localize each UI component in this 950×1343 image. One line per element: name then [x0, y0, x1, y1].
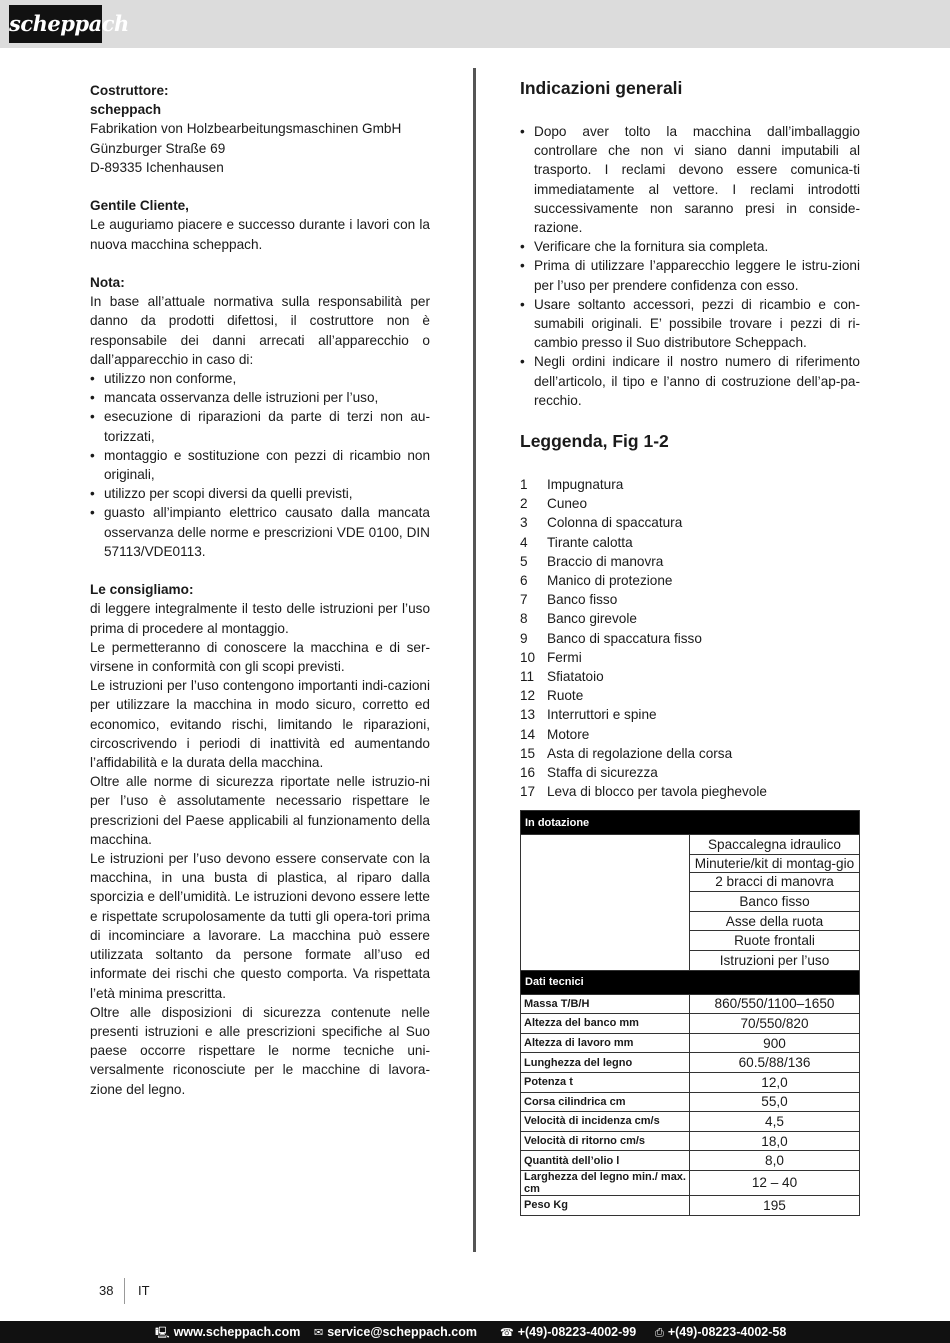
spec-label: Peso Kg — [521, 1195, 690, 1215]
spec-label: Altezza del banco mm — [521, 1014, 690, 1034]
spec-value: 70/550/820 — [690, 1014, 860, 1034]
greeting-text: Le auguriamo piacere e successo durante i lavori con la nuova macchina scheppach. — [90, 217, 430, 252]
legend-label: Banco fisso — [547, 592, 618, 608]
supplied-item: Spaccalegna idraulico — [690, 835, 860, 855]
footer-phone — [500, 1321, 636, 1343]
legend-label: Banco di spaccatura fisso — [547, 630, 702, 646]
legend-item — [520, 513, 860, 532]
legend-number: 6 — [520, 573, 528, 589]
note-list — [90, 369, 430, 561]
greeting-title: Gentile Cliente, — [90, 198, 189, 214]
table-row — [521, 1131, 860, 1151]
advice-paragraph: Oltre alle norme di sicurezza riportate nelle istruzio-ni per l’uso è assolutamente necessario rispettare le prescrizioni del Paese applicabili al funzionamento della macchina. — [90, 774, 430, 847]
page-number: 38 — [99, 1283, 114, 1298]
table-row — [521, 1092, 860, 1112]
spec-value: 12 – 40 — [690, 1170, 860, 1195]
legend-number: 8 — [520, 611, 528, 627]
spec-value: 900 — [690, 1033, 860, 1053]
supplied-item: Minuterie/kit di montag-gio — [690, 854, 860, 872]
advice-paragraph: di leggere integralmente il testo delle istruzioni per l’uso prima di procedere al montaggio. — [90, 601, 430, 636]
list-item: • utilizzo non conforme, — [90, 369, 430, 388]
legend-item — [520, 494, 860, 513]
legend-item — [520, 705, 860, 724]
legend-item — [520, 475, 860, 494]
legend-label: Motore — [547, 726, 590, 742]
spec-label: Quantità dell’olio l — [521, 1151, 690, 1171]
right-column — [520, 76, 860, 802]
footer-fax — [655, 1321, 786, 1343]
legend-title: Leggenda, Fig 1-2 — [520, 431, 669, 452]
spec-value: 4,5 — [690, 1112, 860, 1132]
legend-number: 5 — [520, 553, 528, 569]
legend-item — [520, 552, 860, 571]
table-row — [521, 1033, 860, 1053]
list-item: • Negli ordini indicare il nostro numero di riferimento dell’articolo, il tipo e l’anno di costruzione dell’ap-pa-recchio. — [520, 352, 860, 410]
spec-value: 12,0 — [690, 1072, 860, 1092]
advice-paragraph: Le istruzioni per l’uso contengono importanti indi-cazioni per utilizzare la macchina in modo sicuro, corretto ed economico, evitando rischi, limitando le riparazioni, circoscrivendo i periodi di inattività ed aumentando l’affidabilità e la durata della macchina. — [90, 678, 430, 771]
fax-text: +(49)-08223-4002-58 — [667, 1325, 787, 1339]
list-item: • mancata osservanza delle istruzioni per l’uso, — [90, 388, 430, 407]
legend-item — [520, 648, 860, 667]
spec-value: 860/550/1100–1650 — [690, 994, 860, 1014]
table-row — [521, 1151, 860, 1171]
phone-icon: ☎ — [500, 1327, 514, 1339]
note-text: In base all’attuale normativa sulla responsabilità per danno da prodotti difettosi, il costruttore non è responsabile dei danni arrecati all’apparecchio o dall’apparecchio in caso di: — [90, 294, 430, 367]
legend-item — [520, 533, 860, 552]
spec-label: Massa T/B/H — [521, 994, 690, 1014]
spec-label: Velocità di incidenza cm/s — [521, 1112, 690, 1132]
spec-label: Corsa cilindrica cm — [521, 1092, 690, 1112]
footer-email[interactable] — [314, 1321, 477, 1343]
spec-value: 8,0 — [690, 1151, 860, 1171]
manufacturer-name: scheppach — [90, 102, 162, 118]
legend-number: 3 — [520, 515, 528, 531]
legend-number: 1 — [520, 477, 528, 493]
legend-number: 7 — [520, 592, 528, 608]
column-divider — [473, 68, 476, 1252]
legend-label: Interruttori e spine — [547, 707, 657, 723]
legend-number: 10 — [520, 649, 536, 665]
legend-number: 12 — [520, 688, 536, 704]
advice-paragraph: Oltre alle disposizioni di sicurezza contenute nelle presenti istruzioni e alle prescrizioni specifiche al Suo paese occorre rispettare le norme tecniche uni-versalmente riconosciute per le macchine di lavora-zione del legno. — [90, 1004, 430, 1097]
advice-title: Le consigliamo: — [90, 582, 194, 598]
legend-label: Impugnatura — [547, 477, 624, 493]
legend-number: 9 — [520, 630, 528, 646]
legend-number: 16 — [520, 765, 536, 781]
website-text: www.scheppach.com — [173, 1325, 301, 1339]
left-column — [90, 81, 430, 1099]
footer-website[interactable] — [155, 1321, 300, 1343]
table-row — [521, 1170, 860, 1195]
legend-number: 14 — [520, 726, 536, 742]
list-item: • Prima di utilizzare l’apparecchio leggere le istru-zioni per l’uso per prendere confidenza con esso. — [520, 256, 860, 294]
table-row — [521, 994, 860, 1014]
spec-label: Velocità di ritorno cm/s — [521, 1131, 690, 1151]
supplied-item: Ruote frontali — [690, 931, 860, 951]
note-title: Nota: — [90, 275, 125, 290]
legend-label: Ruote — [547, 688, 584, 704]
legend-item — [520, 725, 860, 744]
legend-item — [520, 590, 860, 609]
top-bar — [0, 0, 950, 48]
table-row — [521, 1053, 860, 1073]
spec-label: Larghezza del legno min./ max. cm — [521, 1170, 690, 1195]
legend-label: Fermi — [547, 649, 582, 665]
mail-icon: ✉ — [314, 1327, 324, 1339]
list-item: • montaggio e sostituzione con pezzi di ricambio non originali, — [90, 446, 430, 484]
supplied-empty-cell — [521, 835, 690, 971]
legend-label: Banco girevole — [547, 611, 637, 627]
list-item: • Verificare che la fornitura sia completa. — [520, 237, 860, 256]
footer-bar — [0, 1321, 950, 1343]
manufacturer-label: Costruttore: — [90, 83, 169, 98]
general-list — [520, 122, 860, 410]
legend-item — [520, 744, 860, 763]
computer-icon: 🖳 — [155, 1327, 170, 1339]
list-item: • Dopo aver tolto la macchina dall’imballaggio controllare che non vi siano danni imputabili al trasporto. I reclami devono essere comunica-ti immediatamente al vettore. I reclami introdotti successivamente non saranno presi in conside-razione. — [520, 122, 860, 237]
list-item: • guasto all’impianto elettrico causato dalla mancata osservanza delle norme e prescrizioni VDE 0100, DIN 57113/VDE0113. — [90, 503, 430, 561]
legend-number: 4 — [520, 534, 528, 550]
legend-label: Tirante calotta — [547, 534, 633, 550]
legend-number: 17 — [520, 784, 536, 800]
supplied-item: Istruzioni per l’uso — [690, 950, 860, 970]
list-item: • utilizzo per scopi diversi da quelli previsti, — [90, 484, 430, 503]
spec-value: 18,0 — [690, 1131, 860, 1151]
legend-label: Colonna di spaccatura — [547, 515, 683, 531]
legend-number: 11 — [520, 669, 535, 685]
advice-paragraph: Le istruzioni per l’uso devono essere conservate con la macchina, in una busta di plastica, al riparo dalla sporcizia e dell’umidità. Le istruzioni devono essere lette e rispettate scrupolosamente da tutti gli opera-tori prima di incominciare a lavorare. La macchina può essere utilizzata soltanto da persone formate all’uso ed informate dei rischi che questo comporta. Va rispettata l’età minima prescritta. — [90, 851, 430, 1001]
brand-logo: scheppach — [9, 5, 102, 43]
legend-item — [520, 782, 860, 801]
address-line: D-89335 Ichenhausen — [90, 159, 224, 175]
tech-header: Dati tecnici — [521, 970, 860, 994]
legend-item — [520, 571, 860, 590]
list-item: • Usare soltanto accessori, pezzi di ricambio e con-sumabili originali. E’ possibile trovare i pezzi di ri-cambio presso il Suo distributore Scheppach. — [520, 295, 860, 353]
legend-label: Cuneo — [547, 496, 588, 512]
legend-number: 13 — [520, 707, 536, 723]
legend-label: Staffa di sicurezza — [547, 765, 658, 781]
supplied-item: Banco fisso — [690, 892, 860, 912]
list-item: • esecuzione di riparazioni da parte di terzi non au-torizzati, — [90, 407, 430, 445]
legend-label: Braccio di manovra — [547, 553, 664, 569]
legend-number: 2 — [520, 496, 528, 512]
spec-value: 55,0 — [690, 1092, 860, 1112]
legend-item — [520, 686, 860, 705]
spec-label: Altezza di lavoro mm — [521, 1033, 690, 1053]
legend-number: 15 — [520, 745, 536, 761]
language-code: IT — [138, 1283, 150, 1298]
phone-text: +(49)-08223-4002-99 — [517, 1325, 637, 1339]
legend-label: Leva di blocco per tavola pieghevole — [547, 784, 767, 800]
address-line: Fabrikation von Holzbearbeitungsmaschinen GmbH — [90, 121, 402, 137]
table-row — [521, 1014, 860, 1034]
email-text: service@scheppach.com — [327, 1325, 477, 1339]
address-line: Günzburger Straße 69 — [90, 140, 226, 156]
legend-item — [520, 629, 860, 648]
legend-item — [520, 763, 860, 782]
spec-table — [520, 810, 860, 1216]
table-row — [521, 1072, 860, 1092]
spec-value: 195 — [690, 1195, 860, 1215]
legend-item — [520, 609, 860, 628]
spec-label: Potenza t — [521, 1072, 690, 1092]
page-number-divider — [124, 1278, 125, 1304]
legend-item — [520, 667, 860, 686]
table-row — [521, 1195, 860, 1215]
legend-label: Asta di regolazione della corsa — [547, 745, 733, 761]
supplied-item: 2 bracci di manovra — [690, 872, 860, 892]
fax-icon: ⎙ — [655, 1327, 664, 1339]
table-row — [521, 1112, 860, 1132]
supplied-item: Asse della ruota — [690, 911, 860, 931]
spec-label: Lunghezza del legno — [521, 1053, 690, 1073]
legend-label: Sfiatatoio — [547, 669, 604, 685]
general-title: Indicazioni generali — [520, 78, 683, 98]
legend-list — [520, 475, 860, 801]
legend-label: Manico di protezione — [547, 573, 673, 589]
advice-paragraph: Le permetteranno di conoscere la macchina e di ser-virsene in conformità con gli scopi previsti. — [90, 639, 430, 675]
supplied-header: In dotazione — [521, 811, 860, 835]
spec-value: 60.5/88/136 — [690, 1053, 860, 1073]
